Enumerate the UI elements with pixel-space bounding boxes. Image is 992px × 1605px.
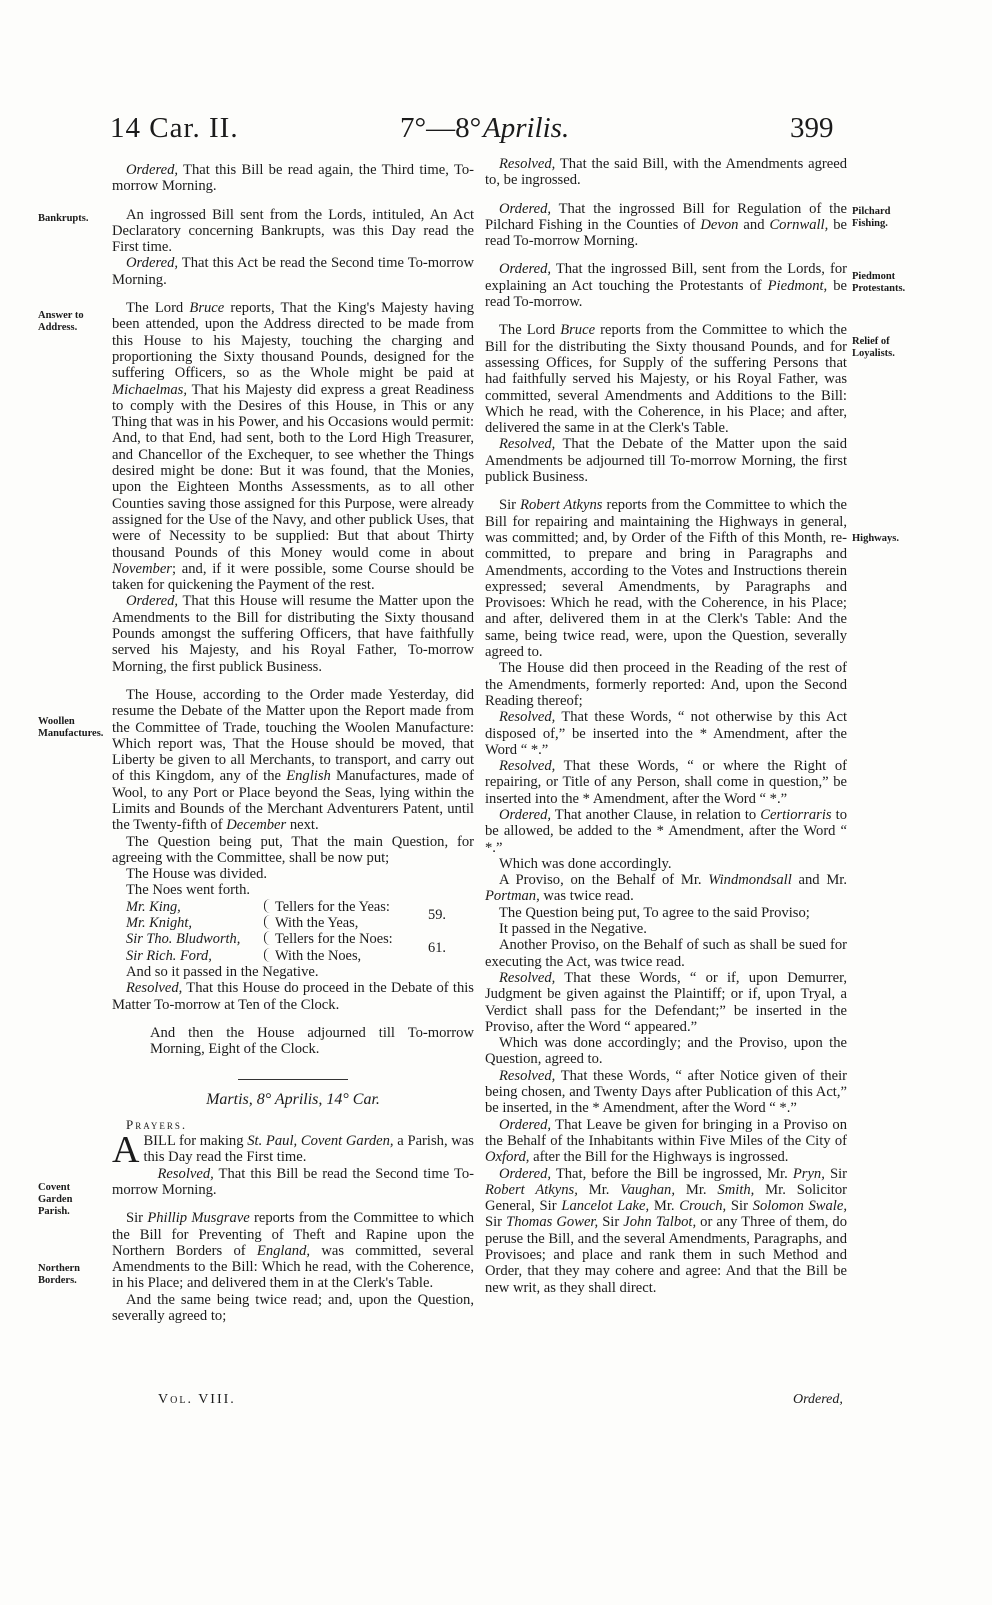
teller-name: Mr. King, (126, 898, 181, 915)
paragraph: Ordered, That this House will resume the Matter upon the Amendments to the Bill for distributing the Sixty thousand Pounds amongst the suffering Officers, that have faithfully served his Majesty, and his Royal Father, To-morrow Morning, the first publick Business. (112, 593, 474, 675)
page-number: 399 (790, 112, 834, 144)
margin-note-bankrupts: Bankrupts. (38, 213, 89, 224)
paragraph: A BILL for making St. Paul, Covent Garden, a Parish, was this Day read the First time. (112, 1129, 474, 1172)
paragraph: Which was done accordingly; and the Proviso, upon the Question, agreed to. (485, 1035, 847, 1068)
paragraph: The Lord Bruce reports from the Committee to which the Bill for the distributing the Sixty thousand Pounds, and for assessing Offices, for Supply of the suffering Persons that had faithfully served his Majesty, or his Royal Father, was committed, several Amendments and Additions to the Bill: Which he read, with the Coherence, in his Place; and after, delivered the same in at the Clerk's Table. (485, 322, 847, 437)
yeas-count: 59. (428, 906, 446, 923)
teller-role: With the Yeas, (264, 915, 428, 931)
margin-note-answer-address: Answer to Address. (38, 310, 84, 333)
catchword: Ordered, (793, 1392, 843, 1407)
paragraph: Sir Robert Atkyns reports from the Committee to which the Bill for repairing and maintaining the Highways in general, was committed; and, by Order of the Fifth of this Month, re-committed, to prepare and bring in Paragraphs and Amendments, according to the Votes and Instructions therein expressed; several Amendments, by Paragraphs and Provisoes: Which he read, with the Coherence, in his Place; and after, delivered them in at the Clerk's Table: And the same, being twice read, were, upon the Question, severally agreed to. (485, 497, 847, 661)
session-heading: Martis, 8° Aprilis, 14° Car. (206, 1091, 380, 1109)
paragraph: Ordered, That the ingrossed Bill for Regulation of the Pilchard Fishing in the Counties of Devon and Cornwall, be read To-morrow Morning. (485, 200, 847, 250)
paragraph: And so it passed in the Negative. (126, 963, 319, 980)
left-column (112, 162, 474, 1324)
margin-note-pilchard: Pilchard Fishing. (852, 206, 891, 229)
noes-count: 61. (428, 939, 446, 956)
paragraph: The House did then proceed in the Reading of the rest of the Amendments, formerly reported: And, upon the Second Reading thereof; (485, 660, 847, 709)
margin-note-northern-borders: Northern Borders. (38, 1263, 80, 1286)
paragraph: Resolved, That the said Bill, with the Amendments agreed to, be ingrossed. (485, 156, 847, 189)
division-tellers (126, 899, 474, 964)
paragraph: The Noes went forth. (126, 882, 251, 899)
paragraph: Sir Phillip Musgrave reports from the Committee to which the Bill for Preventing of Theft and Rapine upon the Northern Borders of England, was committed, several Amendments to the Bill: Which he read, with the Coherence, in his Place; and delivered them in at the Clerk's Table. (112, 1210, 474, 1292)
paragraph: An ingrossed Bill sent from the Lords, intituled, An Act Declaratory concerning Bankrupts, was this Day read the First time. (112, 206, 474, 256)
paragraph: And the same being twice read; and, upon the Question, severally agreed to; (112, 1291, 474, 1324)
paragraph: Ordered, That the ingrossed Bill, sent from the Lords, for explaining an Act touching the Protestants of Piedmont, be read To-morrow. (485, 261, 847, 311)
paragraph: Resolved, That this Bill be read the Second time To-morrow Morning. (112, 1165, 474, 1198)
paragraph: A Proviso, on the Behalf of Mr. Windmondsall and Mr. Portman, was twice read. (485, 872, 847, 905)
volume-signature: Vol. VIII. (158, 1392, 236, 1407)
paragraph: Another Proviso, on the Behalf of such as shall be sued for executing the Act, was twice read. (485, 937, 847, 970)
teller-name: Mr. Knight, (126, 915, 192, 932)
drop-cap: A (112, 1129, 140, 1172)
page-header (110, 108, 932, 158)
paragraph: Resolved, That these Words, “ not otherwise by this Act disposed of,” be inserted into the * Amendment, after the Word “ *.” (485, 709, 847, 758)
paragraph: Which was done accordingly. (499, 855, 672, 872)
paragraph: Resolved, That these Words, “ after Notice given of their being chosen, and Twenty Days after Publication of this Act,” be inserted, in the * Amendment, after the Word “ *.” (485, 1067, 847, 1117)
margin-note-loyalists: Relief of Loyalists. (852, 336, 895, 359)
paragraph: Resolved, That this House do proceed in the Debate of this Matter To-morrow at Ten of the Clock. (112, 980, 474, 1013)
paragraph: Ordered, That this Bill be read again, the Third time, To-morrow Morning. (112, 162, 474, 195)
margin-note-covent-garden: Covent Garden Parish. (38, 1182, 73, 1217)
right-column (485, 156, 847, 1296)
paragraph: Resolved, That these Words, “ or if, upon Demurrer, Judgment be given against the Plaintiff; or if, upon Tryal, a Verdict shall pass for the Defendant;” be inserted in the Proviso, after the Word “ appeared.” (485, 969, 847, 1035)
paragraph: Resolved, That these Words, “ or where the Right of repairing, or Title of any Person, shall come in question,” be inserted into the * Amendment, after the Word “ *.” (485, 758, 847, 807)
header-dates: 7°—8° (400, 112, 482, 144)
paragraph: Ordered, That, before the Bill be ingrossed, Mr. Pryn, Sir Robert Atkyns, Mr. Vaughan, Mr. Smith, Mr. Solicitor General, Sir Lancelot Lake, Mr. Crouch, Sir Solomon Swale, Sir Thomas Gower, Sir John Talbot, or any Three of them, do peruse the Bill, and the several Amendments, Paragraphs, and Provisoes; and place and rank them in such Method and Order, that they may cohere and agree: And that the Bill be new writ, as they shall direct. (485, 1165, 847, 1296)
paragraph: Ordered, That this Act be read the Second time To-morrow Morning. (112, 255, 474, 288)
margin-note-piedmont: Piedmont Protestants. (852, 271, 906, 294)
teller-role: Tellers for the Yeas: (264, 899, 428, 915)
header-regnal-year: 14 Car. II. (110, 112, 239, 144)
teller-role: Tellers for the Noes: (264, 931, 428, 947)
teller-name: Sir Rich. Ford, (126, 947, 212, 964)
paragraph: The House, according to the Order made Yesterday, did resume the Debate of the Matter upon the Report made from the Committee of Trade, touching the Woolen Manufacture: Which report was, That the House should be moved, that Liberty be given to all Merchants, to transport, and carry out of this Kingdom, any of the English Manufactures, made of Wool, to any Port or Place beyond the Seas, lying within the Limits and Bounds of the Merchant Adventurers Patent, until the Twenty-fifth of December next. (112, 686, 474, 834)
header-month: Aprilis. (483, 112, 570, 144)
paragraph: Ordered, That another Clause, in relation to Certiorraris to be allowed, be added to the * Amendment, after the Word “ *.” (485, 806, 848, 856)
paragraph: The House was divided. (126, 866, 268, 883)
prayers-heading: Prayers. (126, 1116, 188, 1132)
paragraph: Ordered, That Leave be given for bringing in a Proviso on the Behalf of the Inhabitants within Five Miles of the City of Oxford, after the Bill for the Highways is ingrossed. (485, 1116, 847, 1166)
margin-note-highways: Highways. (852, 533, 899, 544)
margin-note-woollen: Woollen Manufactures. (38, 716, 104, 739)
adjournment: And then the House adjourned till To-morrow Morning, Eight of the Clock. (150, 1024, 474, 1058)
paragraph: The Question being put, To agree to the said Proviso; (499, 904, 810, 921)
teller-name: Sir Tho. Bludworth, (126, 931, 241, 948)
teller-role: With the Noes, (264, 948, 428, 964)
paragraph: The Lord Bruce reports, That the King's Majesty having been attended, upon the Address directed to be made from this House to his Majesty, touching the charging and proportioning the Sixty thousand Pounds, designed for the suffering Officers, so as the Whole might be paid at Michaelmas, That his Majesty did express a great Readiness to comply with the Desires of this House, in This or any Thing that was in his Power, and his Occasions would permit: And, to that End, had sent, both to the Lord High Treasurer, and Chancellor of the Exchequer, to see whether the Things desired might be done: But it was found, that the Monies, upon the Eighteen Months Assessments, as to all other Counties saving those assigned for this Purpose, were already assigned for the Use of the Navy, and other publick Uses, that were of Necessity to be supplied: But that about Thirty thousand Pounds of this Money would come in about November; and, if it were possible, some Course should be taken for quickening the Payment of the rest. (112, 300, 474, 594)
section-divider (238, 1079, 348, 1080)
paragraph: Resolved, That the Debate of the Matter upon the said Amendments be adjourned till To-morrow Morning, the first publick Business. (485, 436, 847, 486)
paragraph: The Question being put, That the main Question, for agreeing with the Committee, shall be now put; (112, 833, 474, 866)
paragraph: It passed in the Negative. (499, 921, 647, 938)
